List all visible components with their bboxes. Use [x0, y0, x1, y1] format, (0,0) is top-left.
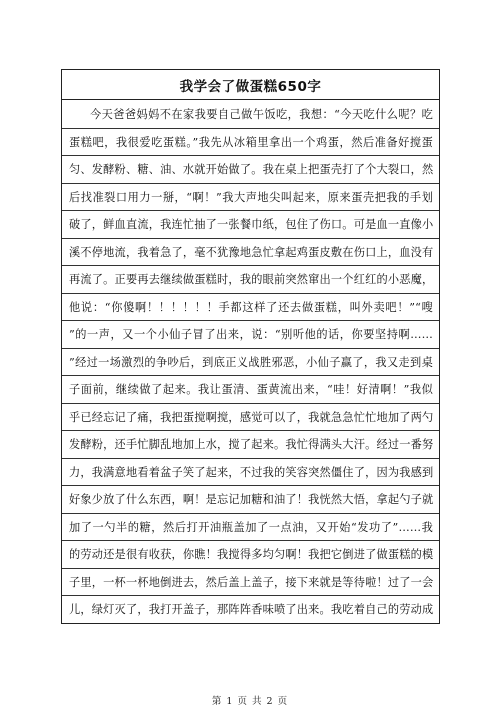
ruled-line [62, 238, 439, 239]
essay-line: 今天爸爸妈妈不在家我要自己做午饭吃，我想：“今天吃什么呢？吃 [90, 108, 433, 121]
ruled-line [62, 513, 439, 514]
essay-line: 子面前，继续做了起来。我让蛋清、蛋黄流出来，“哇！好清啊！”我似 [69, 383, 433, 396]
ruled-line [62, 293, 439, 294]
essay-line: 后找准裂口用力一掰，“啊！”我大声地尖叫起来，原来蛋壳把我的手划 [69, 190, 433, 204]
essay-line: 子里，一杯一杯地倒进去，然后盖上盖子，接下来就是等待啦！过了一会 [69, 575, 433, 589]
essay-line: 发酵粉，还手忙脚乱地加上水，搅了起来。我忙得满头大汗。经过一番努 [69, 438, 433, 451]
essay-line: 再流了。正要再去继续做蛋糕时，我的眼前突然窜出一个红红的小恶魔， [69, 273, 433, 286]
essay-line: 力，我满意地看着盆子笑了起来，不过我的笑容突然僵住了，因为我感到 [69, 465, 433, 479]
ruled-line [62, 265, 439, 266]
essay-line: 蛋糕吧，我很爱吃蛋糕。”我先从冰箱里拿出一个鸡蛋，然后准备好搅蛋 [69, 135, 433, 149]
essay-title: 我学会了做蛋糕650字 [62, 70, 439, 100]
essay-line: 匀、发酵粉、糖、油、水就开始做了。我在桌上把蛋壳打了个大裂口，然 [69, 163, 433, 176]
ruled-line [62, 155, 439, 156]
ruled-line [62, 568, 439, 569]
essay-line: 破了，鲜血直流，我连忙抽了一张餐巾纸，包住了伤口。可是血一直像小 [69, 218, 433, 231]
essay-line: ”的一声，又一个小仙子冒了出来，说：“别听他的话，你要坚持啊…… [69, 328, 433, 341]
essay-line: 他说：“你傻啊！！！！！！手都这样了还去做蛋糕，叫外卖吧！”“嗖 [69, 300, 433, 314]
ruled-line [62, 458, 439, 459]
page-footer: 第 1 页 共 2 页 [211, 696, 289, 707]
ruled-line [62, 320, 439, 321]
ruled-line [62, 595, 439, 596]
essay-line: 儿，绿灯灭了，我打开盖子，那阵阵香味喷了出来。我吃着自己的劳动成 [69, 603, 433, 616]
essay-line: 的劳动还是很有收获，你瞧！我搅得多均匀啊！我把它倒进了做蛋糕的模 [69, 548, 433, 561]
ruled-line [62, 183, 439, 184]
ruled-line [62, 348, 439, 349]
essay-line: 溪不停地流，我着急了，毫不犹豫地急忙拿起鸡蛋皮敷在伤口上，血没有 [69, 245, 433, 259]
ruled-line [62, 210, 439, 211]
essay-line: ”经过一场激烈的争吵后，到底正义战胜邪恶，小仙子赢了，我又走到桌 [69, 355, 433, 369]
essay-frame [61, 69, 440, 624]
essay-line: 乎已经忘记了痛，我把蛋搅啊搅，感觉可以了，我就急急忙忙地加了两勺 [69, 410, 433, 424]
essay-line: 加了一勺半的糖，然后打开油瓶盖加了一点油，又开始“发功了”……我 [69, 520, 433, 534]
ruled-line [62, 485, 439, 486]
ruled-line [62, 430, 439, 431]
ruled-line [62, 540, 439, 541]
essay-line: 好象少放了什么东西，啊！是忘记加糖和油了！我恍然大悟，拿起勺子就 [69, 493, 433, 506]
ruled-line [62, 128, 439, 129]
ruled-line [62, 403, 439, 404]
ruled-line [62, 375, 439, 376]
